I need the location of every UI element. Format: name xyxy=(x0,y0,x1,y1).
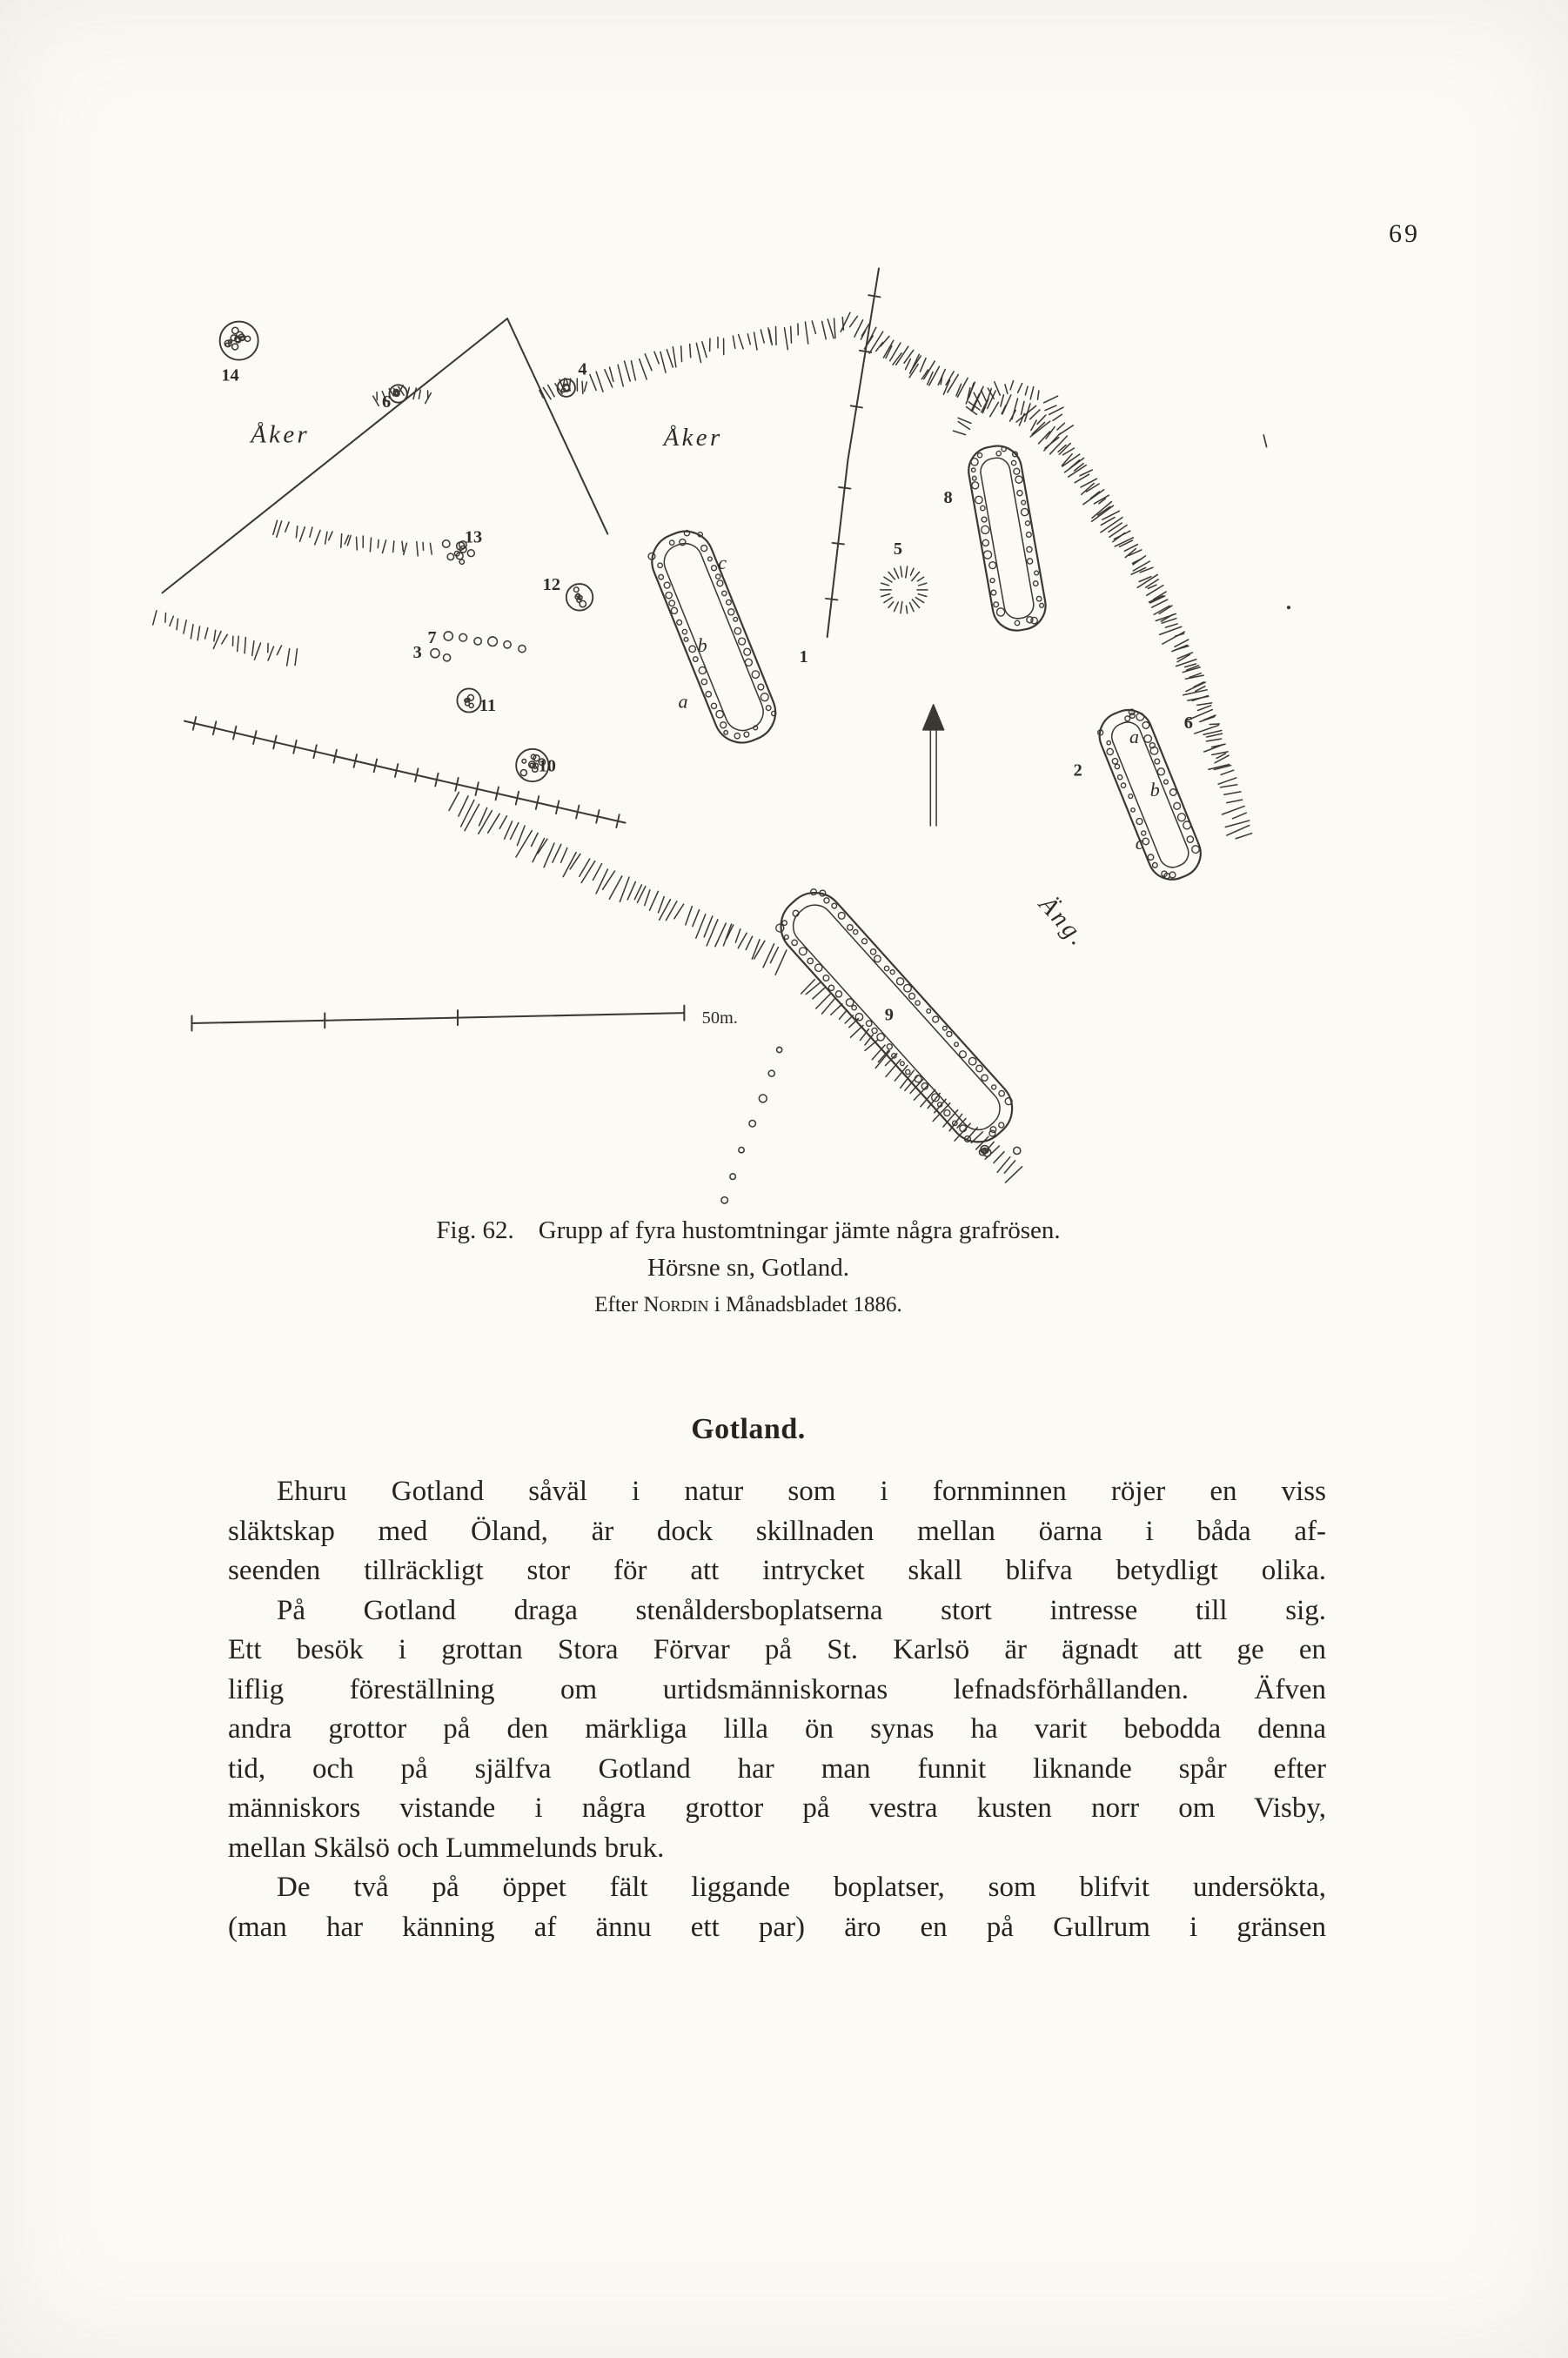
body-line: De två på öppet fält liggande boplatser, som blifvit undersökta, xyxy=(277,1872,1326,1903)
map-label-num: 9 xyxy=(884,1005,894,1025)
map-label-num: 11 xyxy=(479,695,497,715)
figure-credit-rest: i Månadsbladet 1886. xyxy=(714,1293,902,1316)
map-label-num: 6 xyxy=(382,392,392,412)
figure-caption-line xyxy=(209,1211,1288,1249)
figure-caption xyxy=(209,1211,1288,1323)
map-label-letter: b xyxy=(697,634,707,657)
map-label-num: 5 xyxy=(893,539,903,559)
figure-credit-prefix: Efter xyxy=(594,1293,639,1316)
map-label-letter: c xyxy=(718,552,727,574)
body-line: mellan Skälsö och Lummelunds bruk. xyxy=(228,1832,665,1864)
map-label-num: 8 xyxy=(943,487,953,507)
page-number: 69 xyxy=(1389,219,1420,248)
body-line: Ett besök i grottan Stora Förvar på St. Karlsö är ägnadt att ge en xyxy=(228,1634,1326,1665)
map-label-letter: a xyxy=(678,690,688,713)
map-label-num: 7 xyxy=(427,627,437,647)
map-label-scale: 50m. xyxy=(701,1008,738,1028)
map-label-num: 2 xyxy=(1073,760,1082,780)
map-label-letter: c xyxy=(1135,832,1144,854)
site-map-drawing xyxy=(151,241,1448,1236)
body-line: seenden tillräckligt stor för att intrycket skall blifva betydligt olika. xyxy=(228,1555,1326,1586)
body-line: På Gotland draga stenåldersboplatserna stort intresse till sig. xyxy=(277,1594,1326,1626)
figure-credit-name: Nordin xyxy=(643,1293,709,1316)
body-line: människors vistande i några grottor på vestra kusten norr om Visby, xyxy=(228,1792,1326,1824)
body-line: andra grottor på den märkliga lilla ön synas ha varit bebodda denna xyxy=(228,1713,1326,1745)
map-label-num: 14 xyxy=(221,365,239,385)
map-label-num: 6 xyxy=(1183,713,1193,734)
map-label-num: 12 xyxy=(542,574,561,594)
body-line: liflig föreställning om urtidsmänniskornas lefnadsförhållanden. Äfven xyxy=(228,1673,1326,1705)
figure-62-site-map xyxy=(151,241,1448,1236)
map-label-num: 3 xyxy=(412,642,422,662)
body-line: tid, och på själfva Gotland har man funnit liknande spår efter xyxy=(228,1752,1326,1785)
map-label-place: Äng. xyxy=(1033,890,1094,954)
map-label-place: Åker xyxy=(663,423,723,452)
body-line: (man har känning af ännu ett par) äro en på Gullrum i gränsen xyxy=(228,1911,1326,1943)
body-line: släktskap med Öland, är dock skillnaden mellan öarna i båda af- xyxy=(228,1515,1326,1547)
body-line: Ehuru Gotland såväl i natur som i fornminnen röjer en viss xyxy=(277,1476,1326,1507)
figure-subcaption: Hörsne sn, Gotland. xyxy=(647,1254,849,1282)
figure-caption-text: Grupp af fyra hustomtningar jämte några grafrösen. xyxy=(538,1216,1061,1244)
map-label-num: 4 xyxy=(578,359,587,379)
map-label-letter: a xyxy=(1129,726,1140,748)
map-label-num: 1 xyxy=(799,646,808,667)
map-label-num: 13 xyxy=(464,527,483,547)
body-text xyxy=(228,1472,1326,1947)
map-label-num: 10 xyxy=(538,756,556,776)
map-label-place: Åker xyxy=(251,420,311,449)
figure-label: Fig. 62. xyxy=(436,1216,514,1244)
section-heading: Gotland. xyxy=(691,1413,806,1445)
figure-credit xyxy=(209,1287,1288,1323)
map-label-letter: b xyxy=(1149,779,1160,801)
